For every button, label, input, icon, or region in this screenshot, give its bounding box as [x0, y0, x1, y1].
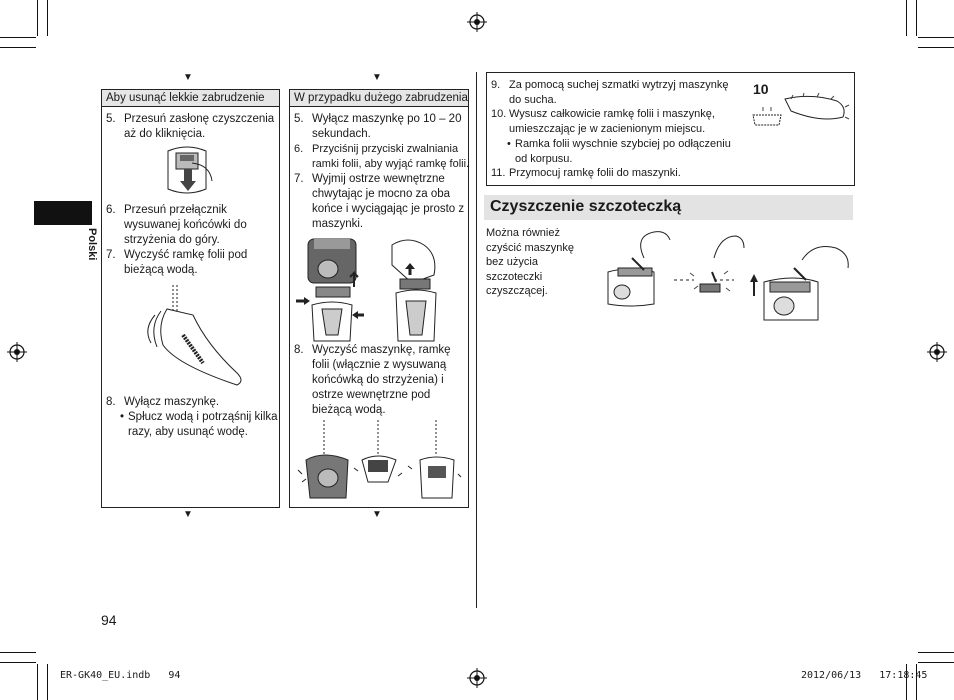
step-number: 9.	[491, 79, 501, 91]
light-dirt-panel	[101, 89, 280, 508]
page-number: 94	[101, 612, 117, 628]
figure-label: 10	[753, 81, 769, 97]
step-text: Wyłącz maszynkę po 10 – 20 sekundach.	[312, 113, 462, 140]
brush-cleaning-illustration	[604, 228, 854, 320]
footer-datetime: 2012/06/13 17:18:45	[801, 670, 928, 681]
crop-mark	[918, 47, 954, 48]
down-arrow-icon: ▼	[183, 509, 193, 520]
step-text: Przesuń przełącznik wysuwanej końcówki do strzyżenia do góry.	[124, 204, 247, 246]
brush-section-header	[484, 195, 853, 220]
registration-mark-icon	[467, 668, 487, 688]
registration-mark-icon	[467, 12, 487, 32]
language-tab	[34, 201, 92, 225]
registration-mark-icon	[7, 342, 27, 362]
drying-panel	[486, 72, 855, 186]
crop-mark	[0, 652, 36, 653]
step-number: 6.	[294, 143, 304, 155]
crop-mark	[0, 47, 36, 48]
step-text: Wyczyść ramkę folii pod bieżącą wodą.	[124, 249, 248, 276]
registration-mark-icon	[927, 342, 947, 362]
step-text: Za pomocą suchej szmatki wytrzyj maszynkę do sucha.	[509, 79, 729, 106]
step-number: 6.	[106, 204, 116, 216]
crop-mark	[47, 664, 48, 700]
crop-mark	[0, 37, 36, 38]
bullet-text: Ramka folii wyschnie szybciej po odłączeniu od korpusu.	[515, 138, 731, 165]
step-number: 7.	[294, 173, 304, 185]
step-number: 7.	[106, 249, 116, 261]
step-text: Wyłącz maszynkę.	[124, 396, 220, 408]
shaver-cleaning-cover-illustration	[162, 145, 212, 200]
step-number: 10.	[491, 108, 507, 120]
foil-frame-removal-illustration	[292, 235, 464, 343]
bullet-glyph: •	[507, 138, 511, 150]
crop-mark	[37, 664, 38, 700]
crop-mark	[918, 662, 954, 663]
step-text: Przymocuj ramkę folii do maszynki.	[509, 167, 681, 179]
step-number: 5.	[106, 113, 116, 125]
crop-mark	[0, 662, 36, 663]
bullet-glyph: •	[120, 411, 125, 423]
light-dirt-header: Aby usunąć lekkie zabrudzenie	[102, 90, 279, 107]
bullet-text: Spłucz wodą i potrząśnij kilka razy, aby usunąć wodę.	[128, 411, 278, 438]
brush-section-text: Można również czyścić maszynkę bez użycia szczoteczki czyszczącej.	[486, 227, 575, 297]
step-number: 11.	[491, 167, 506, 179]
crop-mark	[916, 0, 917, 36]
crop-mark	[918, 37, 954, 38]
heavy-dirt-panel	[289, 89, 469, 508]
down-arrow-icon: ▼	[372, 509, 382, 520]
step-number: 8.	[106, 396, 116, 408]
down-arrow-icon: ▼	[372, 72, 382, 83]
crop-mark	[906, 0, 907, 36]
step-text: Wyczyść maszynkę, ramkę folii (włącznie z wysuwaną końcówką do strzyżenia) i ostrze wewnętrzne pod bieżącą wodą.	[312, 344, 451, 416]
brush-section-title: Czyszczenie szczoteczką	[490, 198, 682, 215]
down-arrow-icon: ▼	[183, 72, 193, 83]
parts-washing-illustration	[298, 420, 462, 500]
step-text: Wyjmij ostrze wewnętrzne chwytając je mocno za oba końce i wyciągając je prosto z maszynki.	[312, 173, 465, 230]
language-tab-label: Polski	[86, 228, 98, 261]
crop-mark	[918, 652, 954, 653]
crop-mark	[47, 0, 48, 36]
column-divider	[476, 72, 477, 608]
heavy-dirt-header: W przypadku dużego zabrudzenia	[290, 90, 468, 107]
shaver-under-water-illustration	[137, 285, 247, 385]
step-text: Przyciśnij przyciski zwalniania ramki folii, aby wyjąć ramkę folii.	[312, 143, 470, 170]
step-text: Przesuń zasłonę czyszczenia aż do kliknięcia.	[124, 113, 275, 140]
step-number: 5.	[294, 113, 304, 125]
step-number: 8.	[294, 344, 304, 356]
footer-file-info: ER-GK40_EU.indb 94	[60, 670, 181, 681]
drying-parts-illustration	[751, 93, 851, 133]
step-text: Wysusz całkowicie ramkę folii i maszynkę, umieszczając je w zacienionym miejscu.	[509, 108, 715, 135]
crop-mark	[37, 0, 38, 36]
